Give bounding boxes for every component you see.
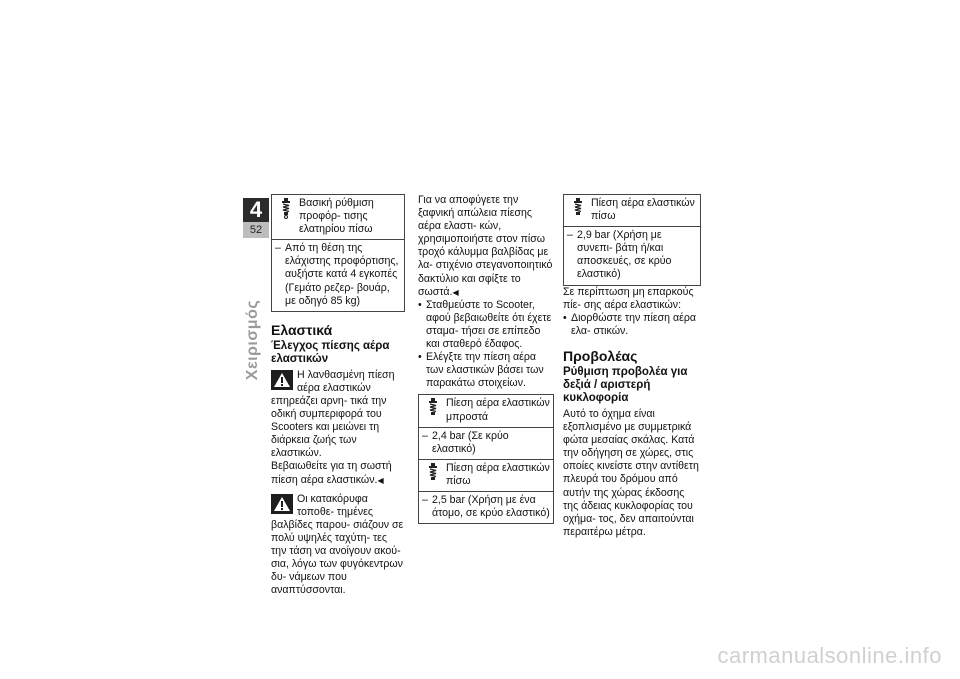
spec-dash: – — [275, 242, 281, 255]
spec-value-row — [422, 494, 550, 520]
warning-triangle-icon — [271, 370, 293, 390]
end-mark: ◀ — [452, 287, 459, 297]
bullet-char: • — [563, 311, 567, 324]
chapter-number-tab: 4 — [243, 198, 269, 222]
spec-value-row — [422, 430, 550, 456]
check-pressure-paragraph — [271, 460, 405, 486]
section-heading-tyres: Ελαστικά — [271, 321, 333, 338]
spec-box-rear-pressure — [418, 460, 554, 492]
spec-dash: – — [422, 429, 428, 442]
warning-text-2: Οι κατακόρυφα τοποθε- τημένες βαλβίδες παρου- σιάζουν σε πολύ υψηλές ταχύτη- τες την τάση να ανοίγουν ακού- σια, λόγω των φυγόκεντρων δυ- νάμεων που αναπτύσσονται. — [271, 492, 404, 597]
spring-strut-icon — [275, 197, 297, 219]
warning-triangle-icon — [271, 494, 293, 514]
warning-text-1: Η λανθασμένη πίεση αέρα ελαστικών επηρεάζει αρνη- τικά την οδική συμπεριφορά του Scooters και μειώνει τη διάρκεια ζωής των ελαστικών. — [271, 368, 395, 460]
column-1 — [271, 194, 405, 597]
warning-block-2 — [271, 493, 405, 598]
bullet-char: • — [418, 351, 422, 364]
valve-cap-paragraph — [418, 194, 554, 299]
spec-box-head — [422, 397, 550, 423]
spec-box-head — [275, 197, 401, 236]
column-2 — [418, 194, 554, 524]
tyre-gauge-icon — [422, 462, 444, 484]
bullet-text: Διορθώστε την πίεση αέρα ελα- στικών. — [571, 311, 696, 337]
tyre-gauge-icon — [567, 197, 589, 219]
spec-box-front-pressure — [418, 394, 554, 427]
spec-box-head — [567, 197, 697, 223]
spec-value: 2,9 bar (Χρήση με συνεπι- βάτη ή/και αποσκευές, σε κρύο ελαστικό) — [577, 229, 672, 281]
tyre-gauge-icon — [422, 397, 444, 419]
spec-box-spring-preload — [271, 194, 405, 240]
spec-dash: – — [422, 493, 428, 506]
spec-label: Βασική ρύθμιση προφόρ- τισης ελατηρίου πίσω — [299, 197, 374, 236]
spec-box-front-pressure-value — [418, 428, 554, 460]
bullet-text: Σταθμεύστε το Scooter, αφού βεβαιωθείτε ότι έχετε σταμα- τήσει σε επίπεδο και σταθερό έδαφος. — [426, 298, 552, 351]
bullet-char: • — [418, 298, 422, 311]
warning-block-1 — [271, 369, 405, 461]
list-item — [418, 351, 554, 390]
spec-value: Από τη θέση της ελάχιστης προφόρτισης, αυξήστε κατά 4 εγκοπές (Γεμάτο ρεζερ- βουάρ, με οδηγό 85 kg) — [285, 242, 399, 307]
valve-cap-text: Για να αποφύγετε την ξαφνική απώλεια πίεσης αέρα ελαστι- κών, χρησιμοποιήστε στον πίσω τροχό κάλυμμα βαλβίδας με λα- στιχένιο στεγανοποιητικό δακτύλιο και σφίξτε το σωστά. — [418, 194, 553, 298]
spec-box-rear-pressure-loaded-value — [563, 227, 701, 285]
warning-triangle-glyph — [273, 496, 291, 512]
spec-value: 2,5 bar (Χρήση με ένα άτομο, σε κρύο ελαστικό) — [432, 493, 550, 520]
spec-value-row — [567, 229, 697, 281]
insufficient-pressure-text: Σε περίπτωση μη επαρκούς πίε- σης αέρα ελαστικών: — [563, 285, 694, 311]
subheading-headlight-adjust: Ρύθμιση προβολέα για δεξιά / αριστερή κυκλοφορία — [563, 365, 688, 404]
list-item — [418, 299, 554, 351]
spec-box-spring-preload-value — [271, 240, 405, 311]
spec-box-rear-pressure-loaded — [563, 194, 701, 227]
spec-value-row — [275, 242, 401, 307]
page-number: 52 — [243, 222, 269, 238]
bullet-text: Ελέγξτε την πίεση αέρα των ελαστικών βάσει των παρακάτω στοιχείων. — [426, 351, 544, 390]
spec-dash: – — [567, 229, 573, 242]
spec-value: 2,4 bar (Σε κρύο ελαστικό) — [432, 429, 509, 455]
spec-box-rear-pressure-value — [418, 492, 554, 524]
check-pressure-text: Βεβαιωθείτε για τη σωστή πίεση αέρα ελαστικών. — [271, 460, 392, 486]
spec-label: Πίεση αέρα ελαστικών μπροστά — [446, 397, 550, 423]
warning-triangle-glyph — [273, 372, 291, 388]
watermark-text: carmanualsonline.info — [717, 643, 942, 668]
spec-box-head — [422, 462, 550, 488]
subheading-tyre-pressure-check: Έλεγχος πίεσης αέρα ελαστικών — [271, 339, 390, 365]
column-3 — [563, 194, 701, 539]
list-item — [563, 312, 701, 338]
end-mark: ◀ — [377, 475, 384, 485]
spec-label: Πίεση αέρα ελαστικών πίσω — [591, 197, 695, 223]
spec-label: Πίεση αέρα ελαστικών πίσω — [446, 461, 550, 487]
side-section-label-text: Χειρισμός — [244, 299, 261, 381]
headlight-body-text: Αυτό το όχημα είναι εξοπλισμένο με συμμετρικά φώτα μεσαίας σκάλας. Κατά την οδήγηση σε χώρες, στις οποίες κινείστε στην αντίθετη πλευρά του δρόμου από αυτήν της χώρας έκδοσης της άδειας κυκλοφορίας του οχήμα- τος, δεν απαιτούνται περαιτέρω μέτρα. — [563, 407, 699, 538]
section-heading-headlight: Προβολέας — [563, 347, 638, 364]
